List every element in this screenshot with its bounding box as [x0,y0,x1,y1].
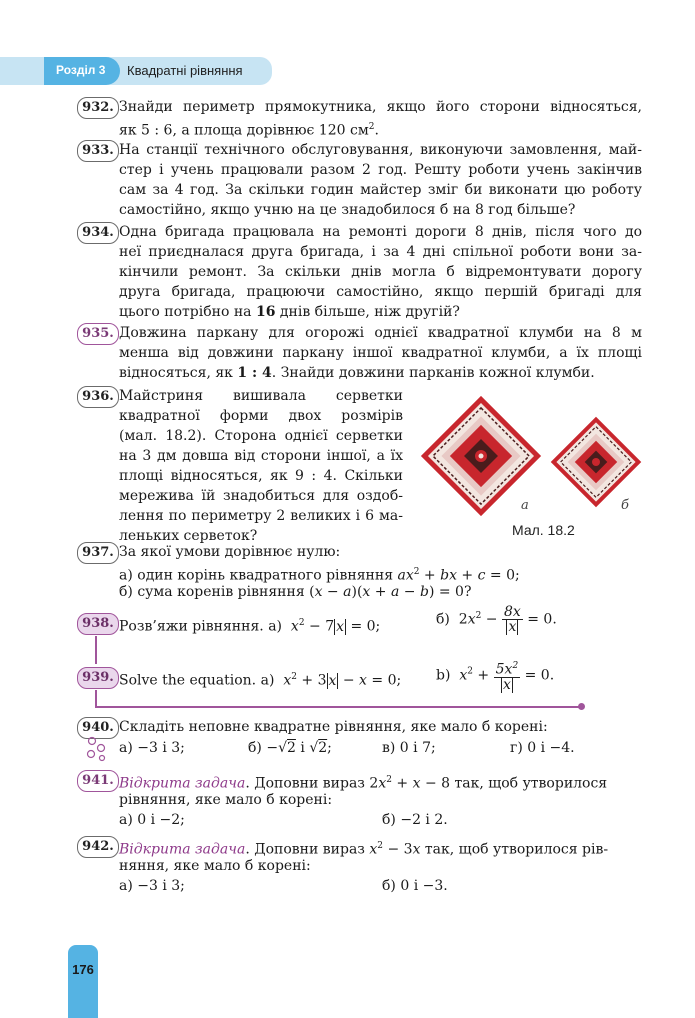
problem-938-text: Розв’яжи рівняння. а) $x^2 - 7$ x = 0; [119,618,381,635]
problem-940-item-d: г) 0 і −4. [510,740,575,756]
problem-936-line: леньких серветок? [119,528,258,544]
problem-942-item-a: а) −3 і 3; [119,878,185,894]
problem-934-line: друга бригада, працюючи самостійно, якщо першій бригаді для [119,284,642,300]
page-number-tab [68,945,98,1018]
section-label: Розділ 3 [56,63,106,77]
problem-number-939: 939. [77,667,119,689]
problem-933-line: самостійно, якщо учню на це знадобилося б на 8 год більше? [119,202,576,218]
problem-934-line: Одна бригада працювала на ремонті дороги 8 днів, після чого до [119,224,642,240]
problem-number-938: 938. [77,613,119,635]
problem-939-text: Solve the equation. a) $x^2 + 3$ x − x = 0; [119,672,402,689]
problem-number-933: 933. [77,140,119,162]
problem-number-940: 940. [77,717,119,739]
problem-934-line: кінчили ремонт. За скільки днів могла б відремонтувати дорогу [119,264,642,280]
problem-936-line: Майстриня вишивала серветки [119,388,403,404]
figure-label-b: б [621,498,629,513]
problem-937-item-b: б) сума коренів рівняння (x − a)(x + a − b) = 0? [119,584,472,600]
connector-dot [578,703,585,710]
problem-942-line: Відкрита задача. Доповни вираз $x^2 - 3x$ так, щоб утворилося рів- [119,841,609,858]
problem-number-932: 932. [77,97,119,119]
problem-941-item-b: б) −2 і 2. [382,812,448,828]
group-work-icon [84,736,110,762]
problem-932-line: як 5 : 6, а площа дорівнює 120 $см^2$. [119,122,379,139]
problem-936-line: квадратної форми двох розмірів [119,408,403,424]
page-number: 176 [72,962,94,977]
chapter-title: Квадратні рівняння [127,63,243,78]
problem-number-935: 935. [77,323,119,345]
figure-label-a: а [521,498,529,513]
problem-940-item-c: в) 0 і 7; [382,740,436,756]
problem-932-line: Знайди периметр прямокутника, якщо його сторони відносяться, [119,99,642,115]
problem-940-item-a: а) −3 і 3; [119,740,185,756]
napkin-large [424,399,537,512]
problem-940-line: Складіть неповне квадратне рівняння, яке мало б корені: [119,719,548,735]
problem-935-line: відносяться, як 1 : 4. Знайди довжини парканів кожної клумби. [119,365,595,381]
problem-935-line: менша від довжини паркану іншої квадратної клумби, а їх площі [119,345,642,361]
problem-938-item-b: б) $2x^2$ − $\frac{8x}{x}$ = 0. [436,604,557,635]
problem-935-line: Довжина паркану для огорожі однієї квадратної клумби на 8 м [119,325,642,341]
problem-933-line: сам за 4 год. За скільки годин майстер зміг би виконати цю роботу [119,182,642,198]
problem-936-line: мережива їй знадобиться для оздоб- [119,488,403,504]
problem-933-line: На станції технічного обслуговування, виконуючи замовлення, май- [119,142,642,158]
problem-number-936: 936. [77,386,119,408]
figure-caption: Мал. 18.2 [512,522,575,538]
problem-941-line: рівняння, яке мало б корені: [119,792,333,808]
problem-936-line: лення по периметру 2 великих і 6 ма- [119,508,403,524]
problem-936-line: на 3 дм довша від сторони іншої, а їх [119,448,403,464]
problem-number-937: 937. [77,542,119,564]
problem-934-line: неї приєдналася друга бригада, і за 4 дні спільної роботи вони за- [119,244,642,260]
problem-number-942: 942. [77,836,119,858]
problem-933-line: стер і учень працювали разом 2 год. Решту роботи учень закінчив [119,162,642,178]
problem-940-item-b: б) −√2 і √2; [248,740,332,756]
problem-941-item-a: а) 0 і −2; [119,812,185,828]
napkin-small [554,420,639,505]
problem-936-line: (мал. 18.2). Сторона однієї серветки [119,428,403,444]
problem-number-934: 934. [77,222,119,244]
connector-938-939 [95,636,97,664]
problem-934-line: цього потрібно на 16 днів більше, ніж другій? [119,304,460,320]
problem-937-line: За якої умови дорівнює нулю: [119,544,341,560]
connector-939-bottom [95,690,97,707]
problem-number-941: 941. [77,770,119,792]
problem-937-item-a: а) один корінь квадратного рівняння $ax^2$ + bx + c = 0; [119,567,520,584]
problem-941-line: Відкрита задача. Доповни вираз $2x^2 + x - 8$ так, щоб утворилося [119,775,608,792]
problem-942-item-b: б) 0 і −3. [382,878,448,894]
problem-936-line: площі відносяться, як 9 : 4. Скільки [119,468,403,484]
problem-939-item-b: b) $x^2$ + $\frac{5x^2}{x}$ = 0. [436,661,555,693]
problem-942-line: няння, яке мало б корені: [119,858,311,874]
connector-horizontal [95,706,581,708]
